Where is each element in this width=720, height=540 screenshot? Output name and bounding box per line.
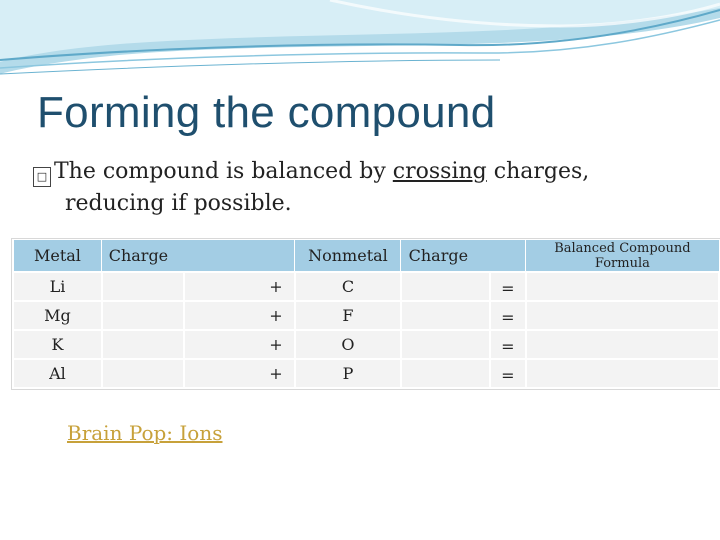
- bullet-part1: The compound is balanced by: [54, 159, 393, 184]
- cell-equals: =: [490, 359, 526, 388]
- cell-charge: [401, 359, 490, 388]
- bullet-glyph: □: [33, 167, 51, 187]
- header-charge-2: [401, 240, 526, 273]
- header-charge-1: [102, 240, 295, 273]
- cell-charge: [102, 272, 184, 301]
- bullet-line2: reducing if possible.: [65, 191, 292, 216]
- cell-charge: [102, 301, 184, 330]
- cell-plus: +: [184, 330, 295, 359]
- cell-charge: [401, 330, 490, 359]
- cell-plus: +: [184, 272, 295, 301]
- cell-equals: =: [490, 272, 526, 301]
- cell-formula: [526, 330, 719, 359]
- header-charge-1-label: Charge: [108, 246, 169, 265]
- cell-metal: Mg: [13, 301, 102, 330]
- cell-nonmetal: C: [295, 272, 401, 301]
- bullet-underlined-word: crossing: [392, 159, 487, 184]
- brain-pop-ions-link[interactable]: Brain Pop: Ions: [67, 421, 223, 445]
- cell-plus: +: [184, 301, 295, 330]
- cell-nonmetal: P: [295, 359, 401, 388]
- decorative-swoosh: [0, 0, 720, 90]
- table-header-row: [13, 240, 719, 273]
- table-row: [13, 330, 719, 359]
- table-row: [13, 272, 719, 301]
- bullet-part2: charges,: [486, 159, 590, 184]
- cell-nonmetal: F: [295, 301, 401, 330]
- cell-nonmetal: O: [295, 330, 401, 359]
- cell-metal: Li: [13, 272, 102, 301]
- cell-charge: [102, 330, 184, 359]
- cell-plus: +: [184, 359, 295, 388]
- cell-formula: [526, 301, 719, 330]
- cell-metal: K: [13, 330, 102, 359]
- cell-charge: [401, 301, 490, 330]
- slide-title: Forming the compound: [37, 88, 496, 137]
- header-balanced-formula: Balanced Compound Formula: [526, 240, 719, 273]
- cell-metal: Al: [13, 359, 102, 388]
- table-row: [13, 359, 719, 388]
- header-metal: Metal: [13, 240, 102, 273]
- cell-charge: [102, 359, 184, 388]
- bullet-text: [33, 156, 673, 220]
- header-nonmetal: Nonmetal: [295, 240, 401, 273]
- cell-charge: [401, 272, 490, 301]
- cell-formula: [526, 359, 719, 388]
- header-charge-2-label: Charge: [408, 246, 469, 265]
- compound-table: [12, 239, 720, 389]
- cell-equals: =: [490, 301, 526, 330]
- cell-formula: [526, 272, 719, 301]
- cell-equals: =: [490, 330, 526, 359]
- table-row: [13, 301, 719, 330]
